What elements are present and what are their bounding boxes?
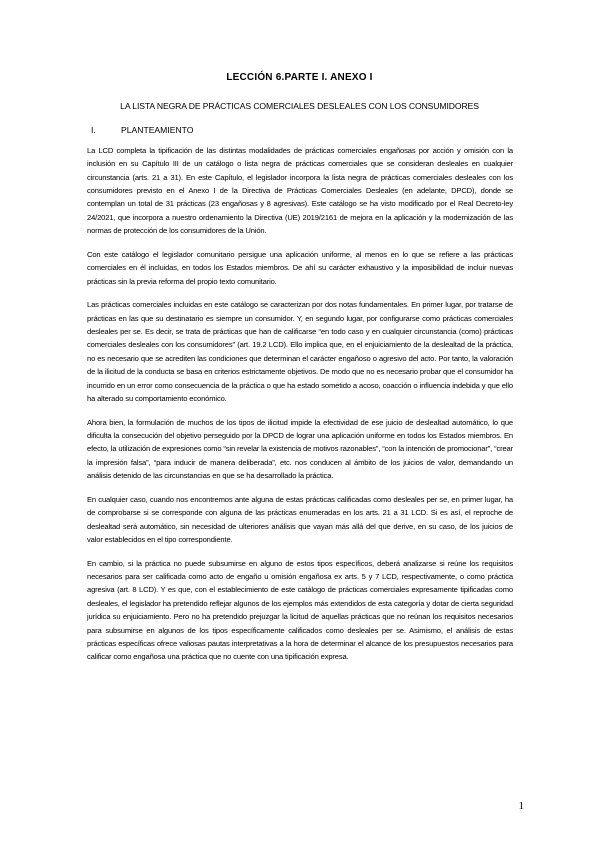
- document-title: LECCIÓN 6.PARTE I. ANEXO I: [226, 72, 373, 83]
- document-subtitle: LA LISTA NEGRA DE PRÁCTICAS COMERCIALES DESLEALES CON LOS CONSUMIDORES: [120, 101, 479, 111]
- paragraph: Con este catálogo el legislador comunitario persigue una aplicación uniforme, al menos en lo que se refiere a las prácticas comerciales en él incluidas, en todos los Estados miembros. De ahí su carácter exhaustivo y la imposibilidad de incluir nuevas prácticas sin la previa reforma del propio texto comunitario.: [87, 249, 513, 286]
- section-heading: [91, 125, 193, 135]
- paragraph: En cambio, si la práctica no puede subsumirse en alguno de estos tipos específicos, deberá analizarse si reúne los requisitos necesarios para ser calificada como acto de engaño u omisión engañosa ex arts. 5 y 7 LCD, respectivamente, o como práctica agresiva (art. 8 LCD). Y es que, con el establecimiento de este catálogo de prácticas comerciales expresamente tipificadas como desleales, el legislador ha pretendido reflejar algunos de los ejemplos más extendidos de esta categoría y dotar de cierta seguridad jurídica su enjuiciamiento. Pero no ha pretendido prejuzgar la licitud de aquellas prácticas que no reúnan los requisitos necesarios para subsumirse en algunos de los tipos específicamente calificados como desleales per se. Asimismo, el análisis de estas prácticas específicas ofrece valiosas pautas interpretativas a la hora de determinar el alcance de los presupuestos necesarios para calificar como engañosa una práctica que no cuente con una tipificación expresa.: [87, 558, 513, 662]
- paragraph: La LCD completa la tipificación de las distintas modalidades de prácticas comerciales engañosas por acción y omisión con la inclusión en su Capítulo III de un catálogo o lista negra de prácticas comerciales que se consideran desleales en cualquier circunstancia (arts. 21 a 31). En este Capítulo, el legislador incorpora la lista negra de prácticas comerciales desleales con los consumidores previsto en el Anexo I de la Directiva de Prácticas Comerciales Desleales (en adelante, DPCD), donde se contemplan un total de 31 prácticas (23 engañosas y 8 agresivas). Este catálogo se ha visto modificado por el Real Decreto-ley 24/2021, que incorpora a nuestro ordenamiento la Directiva (UE) 2019/2161 de mejora en la aplicación y la modernización de las normas de protección de los consumidores de la Unión.: [87, 146, 513, 236]
- paragraph: En cualquier caso, cuando nos encontremos ante alguna de estas prácticas calificadas como desleales per se, en primer lugar, ha de comprobarse si se corresponde con alguna de las prácticas enumeradas en los arts. 21 a 31 LCD. Si es así, el reproche de deslealtad será automático, sin necesidad de ulteriores análisis que vayan más allá del que derive, en su caso, de los juicios de valor establecidos en el tipo correspondiente.: [87, 494, 513, 544]
- section-number: I.: [91, 125, 96, 135]
- document-body: [87, 144, 513, 674]
- section-title: PLANTEAMIENTO: [121, 125, 194, 135]
- paragraph: Ahora bien, la formulación de muchos de los tipos de ilicitud impide la efectividad de ese juicio de deslealtad automático, lo que dificulta la consecución del objetivo perseguido por la DPCD de lograr una aplicación uniforme en todos los Estados miembros. En efecto, la utilización de expresiones como “sin revelar la existencia de motivos razonables”, “con la intención de promocionar”, “crear la impresión falsa”, “para inducir de manera deliberada”, etc. nos conducen al ámbito de los juicios de valor, demandando un análisis detenido de las circunstancias en que se ha desarrollado la práctica.: [87, 417, 513, 481]
- page-number: 1: [518, 800, 524, 812]
- paragraph: Las prácticas comerciales incluidas en este catálogo se caracterizan por dos notas fundamentales. En primer lugar, por tratarse de prácticas en las que su destinatario es siempre un consumidor. Y, en segundo lugar, por configurarse como prácticas comerciales desleales per se. Es decir, se trata de prácticas que han de calificarse “en todo caso y en cualquier circunstancia (como) prácticas comerciales desleales con los consumidores” (art. 19.2 LCD). Ello implica que, en el enjuiciamiento de la deslealtad de la práctica, no es necesario que se acrediten las condiciones que determinan el carácter engañoso o agresivo del acto. Por tanto, la valoración de la ilicitud de la conducta se basa en criterios estrictamente objetivos. De modo que no es necesario probar que el consumidor ha incurrido en un error como consecuencia de la práctica o que ha estado sometido a acoso, coacción o influencia indebida y que ello ha alterado su comportamiento económico.: [87, 300, 513, 403]
